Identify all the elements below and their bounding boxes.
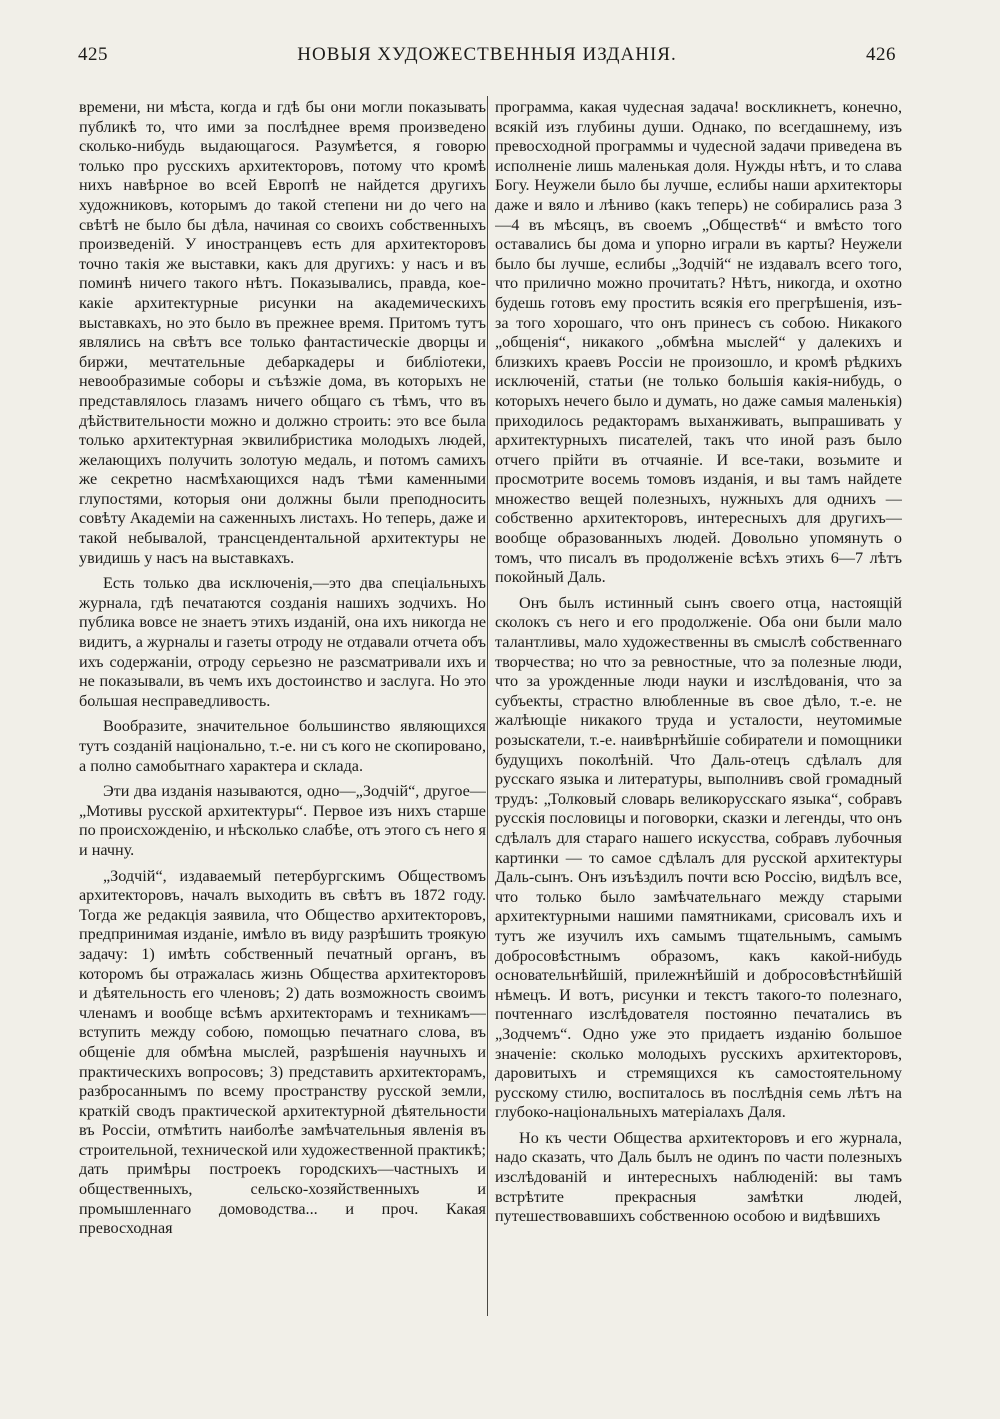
paragraph: Онъ былъ истинный сынъ своего отца, настоящій сколокъ съ него и его продолженіе. Оба они были мало талантливы, мало художественны въ смыслѣ собственнаго творчества; но что за ревностные, что за полезные люди, что за урожденные люди науки и изслѣдованія, что за субъекты, страстно влюбленные въ свое дѣло, т.-е. не жалѣющіе никакого труда и усталости, неутомимые розыскатели, т.-е. наивѣрнѣйшіе собиратели и помощники будущихъ поколѣній. Что Даль-отецъ сдѣлалъ для русскаго языка и литературы, выполнивъ свой громадный трудъ: „Толковый словарь великорусскаго языка“, собравъ русскія пословицы и поговорки, сказки и легенды, что онъ сдѣлалъ для стараго нашего искусства, собравъ лубочныя картинки — то самое сдѣлалъ для русской архитектуры Даль-сынъ. Онъ изъѣздилъ почти всю Россію, видѣлъ все, что только было замѣчательнаго между старыми архитектурными нашими памятниками, срисовалъ ихъ и тутъ же изучилъ ихъ самымъ тщательнымъ, самымъ добросовѣстнымъ образомъ, какъ какой-нибудь основательнѣйшій, прилежнѣйшій и добросовѣстнѣйшій нѣмецъ. И вотъ, рисунки и текстъ такого-то полезнаго, почтеннаго изслѣдователя постоянно печатались въ „Зодчемъ“. Одно уже это придаетъ изданію большое значеніе: сколько молодыхъ русскихъ архитекторовъ, даровитыхъ и стремящихся къ самостоятельному русскому стилю, воспиталось въ послѣднія семь лѣтъ на глубоко-національныхъ матеріалахъ Даля.	[495, 593, 902, 1122]
page-number-right: 426	[866, 44, 896, 65]
left-column	[79, 98, 486, 1308]
running-title: НОВЫЯ ХУДОЖЕСТВЕННЫЯ ИЗДАНІЯ.	[297, 44, 677, 65]
right-column	[495, 98, 902, 1308]
column-divider	[487, 96, 488, 1316]
paragraph: Есть только два исключенія,—это два спеціальныхъ журнала, гдѣ печатаются созданія нашихъ зодчихъ. Но публика вовсе не знаетъ этихъ изданій, она ихъ никогда не видитъ, а журналы и газеты отроду не отдавали отчета объ ихъ содержаніи, отроду серьезно не разсматривали ихъ и не показывали, въ чемъ ихъ достоинство и заслуга. Но это большая несправедливость.	[79, 574, 486, 710]
paragraph: времени, ни мѣста, когда и гдѣ бы они могли показывать публикѣ то, что ими за послѣднее время произведено сколько-нибудь выдающагося. Разумѣется, я говорю только про русскихъ архитекторовъ, потому что кромѣ нихъ навѣрное во всей Европѣ не найдется другихъ художниковъ, которымъ до такой степени ни до чего на свѣтѣ не было бы дѣла, начиная со своихъ собственныхъ произведеній. У иностранцевъ есть для архитекторовъ точно такія же выставки, какъ для другихъ: у насъ и въ поминѣ ничего такого нѣтъ. Показывались, правда, кое-какіе архитектурные рисунки на академическихъ выставкахъ, но это было въ прежнее время. Притомъ тутъ являлись на свѣтъ все только фантастическіе дворцы и биржи, мечтательные дебаркадеры и библіотеки, невообразимые соборы и съѣзжіе дома, въ которыхъ не представлялось глазамъ ничего общаго съ тѣмъ, что въ дѣйствительности можно и должно строить: это все была только архитектурная эквилибристика молодыхъ людей, желающихъ получить золотую медаль, и потомъ самихъ же секретно насмѣхающихся надъ тѣми каменными глупостями, которыя они должны были преподносить совѣту Академіи на саженныхъ листахъ. Но теперь, даже и такой небывалой, трансцендентальной архитектуры не увидишь у насъ на выставкахъ.	[79, 98, 486, 567]
paragraph: программа, какая чудесная задача! воскликнетъ, конечно, всякій изъ глубины души. Однако, по всегдашнему, изъ превосходной программы и чудесной задачи приведена въ исполненіе лишь маленькая доля. Нужды нѣтъ, и то слава Богу. Неужели было бы лучше, еслибы наши архитекторы даже и вяло и лѣниво (какъ теперь) не собирались раза 3—4 въ мѣсяцъ, въ своемъ „Обществѣ“ и вмѣсто того оставались бы дома и упорно играли въ карты? Неужели было бы лучше, еслибы „Зодчій“ не издавалъ всего того, что прилично можно прочитать? Нѣтъ, никогда, и охотно будешь готовъ ему простить всякія его прегрѣшенія, изъ-за того хорошаго, что онъ принесъ съ собою. Никакого „общенія“, никакого „обмѣна мыслей“ у далекихъ и близкихъ краевъ Россіи не произошло, и кромѣ рѣдкихъ исключеній, статьи (не только большія какія-нибудь, о которыхъ нечего было и думать, но даже самыя маленькія) приходилось редакторамъ выханживать, выпрашивать у архитектурныхъ писателей, такъ что иной разъ было отчего прійти въ отчаяніе. И все-таки, возьмите и просмотрите восемь томовъ изданія, и вы тамъ найдете множество вещей полезныхъ, нужныхъ для однихъ — собственно архитекторовъ, интересныхъ для другихъ—вообще образованныхъ людей. Довольно упомянуть о томъ, что писалъ въ продолженіе всѣхъ этихъ 6—7 лѣтъ покойный Даль.	[495, 98, 902, 587]
paragraph: Эти два изданія называются, одно—„Зодчій“, другое—„Мотивы русской архитектуры“. Первое изъ нихъ старше по происхожденію, и нѣсколько слабѣе, отъ этого съ него я и начну.	[79, 782, 486, 859]
paragraph: Но къ чести Общества архитекторовъ и его журнала, надо сказать, что Даль былъ не одинъ по части полезныхъ изслѣдованій и интересныхъ наблюденій: вы тамъ встрѣтите прекрасныя замѣтки людей, путешествовавшихъ собственною особою и видѣвшихъ	[495, 1128, 902, 1226]
paragraph: Вообразите, значительное большинство являющихся тутъ созданій національно, т.-е. ни съ кого не скопировано, а полно самобытнаго характера и склада.	[79, 717, 486, 775]
page-header	[78, 44, 896, 76]
paragraph: „Зодчій“, издаваемый петербургскимъ Обществомъ архитекторовъ, началъ выходить въ свѣтъ въ 1872 году. Тогда же редакція заявила, что Общество архитекторовъ, предпринимая изданіе, имѣло въ виду разрѣшить троякую задачу: 1) имѣть собственный печатный органъ, въ которомъ бы отражалась жизнь Общества архитекторовъ и дѣятельность его членовъ; 2) дать возможность своимъ членамъ и вообще всѣмъ архитекторамъ и техникамъ—вступить между собою, помощью печатнаго слова, въ общеніе для обмѣна мыслей, разрѣшенія научныхъ и практическихъ вопросовъ; 3) представить архитекторамъ, разбросаннымъ по всему пространству русской земли, краткій сводъ практической архитектурной дѣятельности въ Россіи, отмѣтить наиболѣе замѣчательныя явленія въ строительной, технической или художественной практикѣ; дать примѣры построекъ городскихъ—частныхъ и общественныхъ, сельско-хозяйственныхъ и промышленнаго домоводства... и проч. Какая превосходная	[79, 866, 486, 1238]
page-number-left: 425	[78, 44, 108, 65]
